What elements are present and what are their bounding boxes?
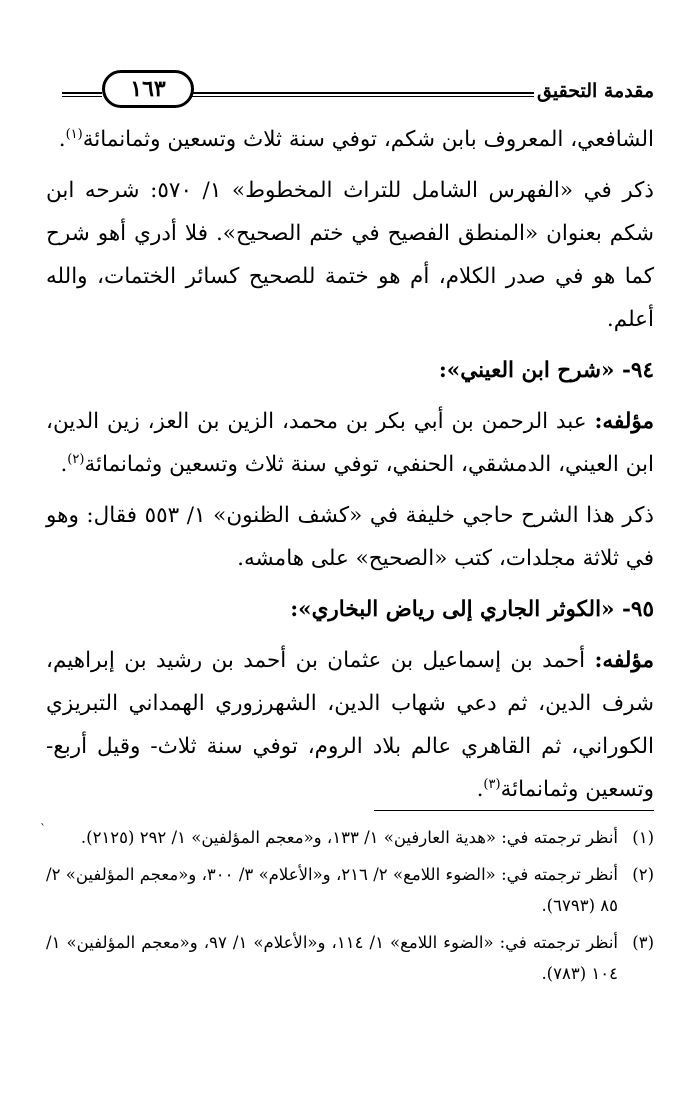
page-number-badge — [102, 70, 194, 108]
paragraph-text: عبد الرحمن بن أبي بكر بن محمد، الزين بن العز، زين الدين، ابن العيني، الدمشقي، الحنفي، توفي سنة ثلاث وتسعين وثمانمائة — [46, 409, 654, 477]
footnote-text: أنظر ترجمته في: «الضوء اللامع» ١/ ١١٤، و«الأعلام» ١/ ٩٧، و«معجم المؤلفين» ١/ ١٠٤ (٧٨٣). — [46, 933, 619, 983]
paragraph-text: أحمد بن إسماعيل بن عثمان بن أحمد بن رشيد بن إبراهيم، شرف الدين، ثم دعي شهاب الدين، الشهرزوري الهمداني التبريزي الكوراني، ثم القاهري عالم بلاد الروم، توفي سنة ثلاث- وقيل أربع- وتسعين وثمانمائة — [46, 648, 654, 802]
header-rule-left — [62, 92, 102, 97]
page-header — [62, 70, 654, 110]
paragraph-tail: . — [476, 777, 484, 802]
footnote-ref: (٢) — [67, 451, 85, 467]
section-title: مقدمة التحقيق — [537, 80, 654, 102]
footnote-ref: (١) — [65, 126, 83, 142]
paragraph-text: ذكر في «الفهرس الشامل للتراث المخطوط» ١/ ٥٧٠: شرحه ابن شكم بعنوان «المنطق الفصيح في ختم الصحيح». فلا أدري أهو شرح كما هو في صدر الكلام، أم هو ختمة للصحيح كسائر الختمات، والله أعلم. — [46, 178, 654, 332]
footnote — [46, 927, 654, 989]
scan-mark: ` — [40, 822, 46, 836]
paragraph-tail: . — [60, 452, 68, 477]
footnote-text: أنظر ترجمته في: «الضوء اللامع» ٢/ ٢١٦، و«الأعلام» ٣/ ٣٠٠، و«معجم المؤلفين» ٢/ ٨٥ (٦٧٩٣). — [46, 865, 619, 915]
entry-title: ٩٤- «شرح ابن العيني»: — [438, 358, 654, 383]
main-text — [46, 118, 654, 811]
page-number: ١٦٣ — [130, 76, 166, 102]
footnote — [46, 822, 654, 853]
footnote-text: أنظر ترجمته في: «هدية العارفين» ١/ ١٣٣، و«معجم المؤلفين» ١/ ٢٩٢ (٢١٢٥). — [80, 828, 618, 847]
paragraph — [46, 169, 654, 341]
footnote-ref: (٣) — [483, 776, 501, 792]
paragraph — [46, 400, 654, 486]
footnote-number: (١) — [632, 828, 654, 847]
entry-heading — [46, 349, 654, 392]
author-label: مؤلفه: — [594, 648, 654, 673]
footnote-number: (٢) — [632, 865, 654, 884]
header-rule-right — [174, 92, 534, 97]
footnote-separator — [374, 810, 654, 811]
paragraph — [46, 118, 654, 161]
footnote — [46, 859, 654, 921]
entry-heading — [46, 588, 654, 631]
author-label: مؤلفه: — [594, 409, 654, 434]
entry-title: ٩٥- «الكوثر الجاري إلى رياض البخاري»: — [290, 597, 654, 622]
paragraph — [46, 639, 654, 811]
paragraph-text: ذكر هذا الشرح حاجي خليفة في «كشف الظنون» ١/ ٥٥٣ فقال: وهو في ثلاثة مجلدات، كتب «الصحيح» على هامشه. — [46, 503, 655, 571]
footnotes — [46, 822, 654, 995]
footnote-number: (٣) — [632, 933, 654, 952]
paragraph-tail: . — [58, 127, 66, 152]
paragraph — [46, 494, 654, 580]
paragraph-text: الشافعي، المعروف بابن شكم، توفي سنة ثلاث وتسعين وثمانمائة — [82, 127, 654, 152]
